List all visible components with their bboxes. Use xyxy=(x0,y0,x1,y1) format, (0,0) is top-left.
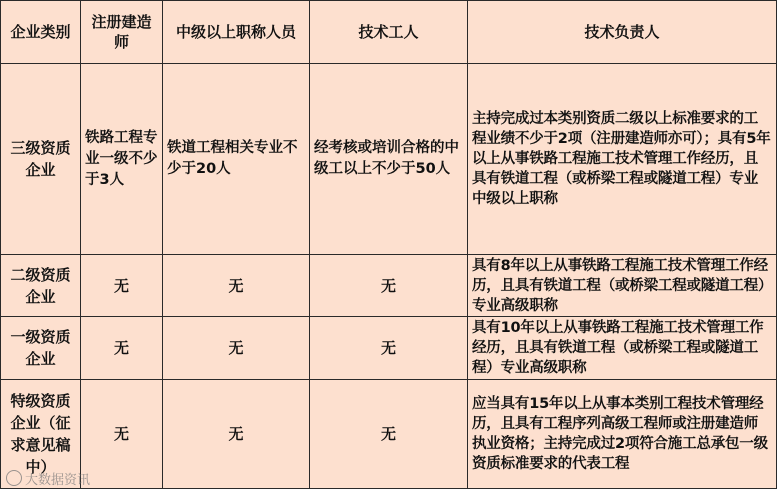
skilled-workers-cell: 经考核或培训合格的中级工以上不少于50人 xyxy=(310,64,468,255)
technical-lead-cell: 应当具有15年以上从事本类别工程技术管理经历，且具有工程序列高级工程师或注册建造师执业资格；主持完成过2项符合施工总承包一级资质标准要求的代表工程 xyxy=(468,380,777,489)
table-row xyxy=(1,255,777,317)
table-row xyxy=(1,317,777,380)
skilled-workers-cell: 无 xyxy=(310,255,468,317)
registered-builder-cell: 无 xyxy=(81,380,163,489)
header-mid-title-staff: 中级以上职称人员 xyxy=(163,1,310,64)
category-cell: 三级资质企业 xyxy=(1,64,81,255)
watermark-text: 大数据资讯 xyxy=(25,473,91,488)
technical-lead-cell: 具有8年以上从事铁路工程施工技术管理工作经历，且具有铁道工程（或桥梁工程或隧道工程）专业高级职称 xyxy=(468,255,777,317)
technical-lead-cell: 具有10年以上从事铁路工程施工技术管理工作经历，且具有铁道工程（或桥梁工程或隧道工程）专业高级职称 xyxy=(468,317,777,380)
technical-lead-cell: 主持完成过本类别资质二级以上标准要求的工程业绩不少于2项（注册建造师亦可）；具有5年以上从事铁路工程施工技术管理工作经历，且具有铁道工程（或桥梁工程或隧道工程）专业中级以上职称 xyxy=(468,64,777,255)
mid-title-staff-cell: 铁道工程相关专业不少于20人 xyxy=(163,64,310,255)
table-row xyxy=(1,380,777,489)
header-skilled-workers: 技术工人 xyxy=(310,1,468,64)
registered-builder-cell: 无 xyxy=(81,255,163,317)
mid-title-staff-cell: 无 xyxy=(163,380,310,489)
category-cell: 一级资质企业 xyxy=(1,317,81,380)
table-body xyxy=(1,64,777,489)
watermark xyxy=(6,469,90,488)
skilled-workers-cell: 无 xyxy=(310,380,468,489)
header-technical-lead: 技术负责人 xyxy=(468,1,777,64)
mid-title-staff-cell: 无 xyxy=(163,317,310,380)
header-category: 企业类别 xyxy=(1,1,81,64)
registered-builder-cell: 铁路工程专业一级不少于3人 xyxy=(81,64,163,255)
category-cell: 特级资质企业（征求意见稿中） xyxy=(1,380,81,489)
table-header xyxy=(1,1,777,64)
mid-title-staff-cell: 无 xyxy=(163,255,310,317)
header-row xyxy=(1,1,777,64)
registered-builder-cell: 无 xyxy=(81,317,163,380)
watermark-logo-icon xyxy=(6,470,22,486)
category-cell: 二级资质企业 xyxy=(1,255,81,317)
table-row xyxy=(1,64,777,255)
header-registered-builder: 注册建造师 xyxy=(81,1,163,64)
skilled-workers-cell: 无 xyxy=(310,317,468,380)
